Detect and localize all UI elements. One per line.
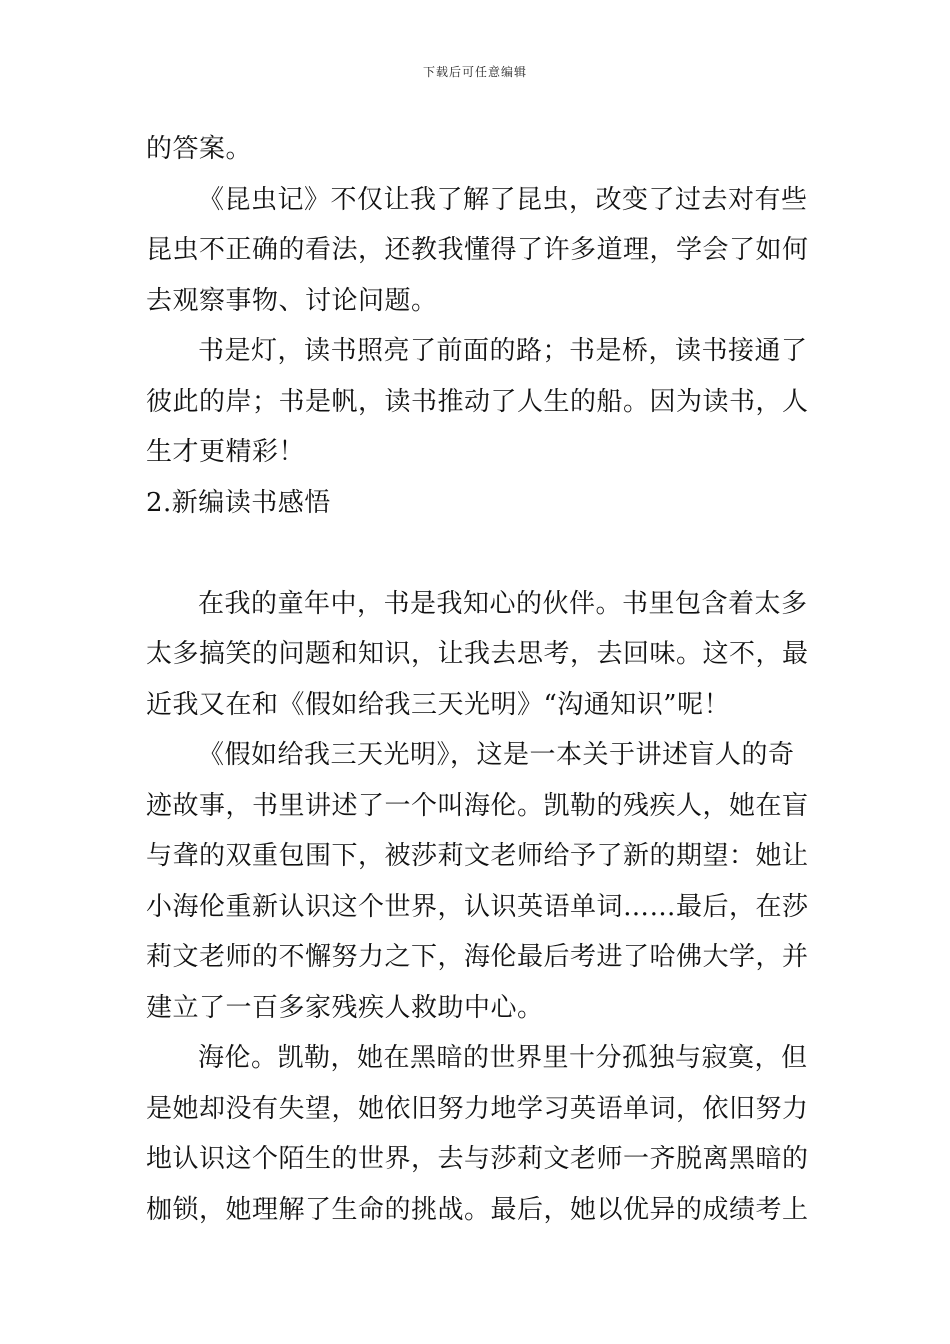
blank-line [146, 528, 806, 579]
text-line: 迹故事，书里讲述了一个叫海伦。凯勒的残疾人，她在盲 [146, 790, 809, 821]
text-line: 小海伦重新认识这个世界，认识英语单词……最后，在莎 [146, 891, 809, 922]
text-line: 近我又在和《假如给我三天光明》“沟通知识”呢！ [146, 689, 731, 720]
paragraph-first-line: 海伦。凯勒，她在黑暗的世界里十分孤独与寂寞，但 [198, 1043, 808, 1073]
text-line: 莉文老师的不懈努力之下，海伦最后考进了哈佛大学，并 [146, 942, 809, 972]
text-line: 地认识这个陌生的世界，去与莎莉文老师一齐脱离黑暗的 [146, 1144, 809, 1174]
section-heading: 2.新编读书感悟 [146, 487, 331, 518]
text-line: 建立了一百多家残疾人救助中心。 [146, 992, 544, 1023]
paragraph-first-line: 《假如给我三天光明》，这是一本关于讲述盲人的奇 [198, 740, 795, 770]
text-line: 的答案。 [146, 134, 253, 164]
text-line: 是她却没有失望，她依旧努力地学习英语单词，依旧努力 [146, 1093, 809, 1124]
text-line: 生才更精彩！ [146, 437, 306, 467]
text-line: 与聋的双重包围下，被莎莉文老师给予了新的期望：她让 [146, 841, 809, 871]
text-line: 昆虫不正确的看法，还教我懂得了许多道理，学会了如何 [146, 235, 809, 265]
paragraph-first-line: 书是灯，读书照亮了前面的路；书是桥，读书接通了 [198, 336, 808, 366]
text-line: 枷锁，她理解了生命的挑战。最后，她以优异的成绩考上 [146, 1194, 809, 1225]
paragraph-first-line: 《昆虫记》不仅让我了解了昆虫，改变了过去对有些 [198, 184, 808, 215]
document-body [146, 124, 809, 1235]
text-line: 彼此的岸；书是帆，读书推动了人生的船。因为读书，人 [146, 386, 809, 417]
paragraph-first-line: 在我的童年中，书是我知心的伙伴。书里包含着太多 [198, 588, 808, 619]
text-line: 去观察事物、讨论问题。 [146, 285, 438, 316]
text-line: 太多搞笑的问题和知识，让我去思考，去回味。这不，最 [146, 639, 809, 669]
page-header: 下载后可任意编辑 [422, 65, 527, 79]
